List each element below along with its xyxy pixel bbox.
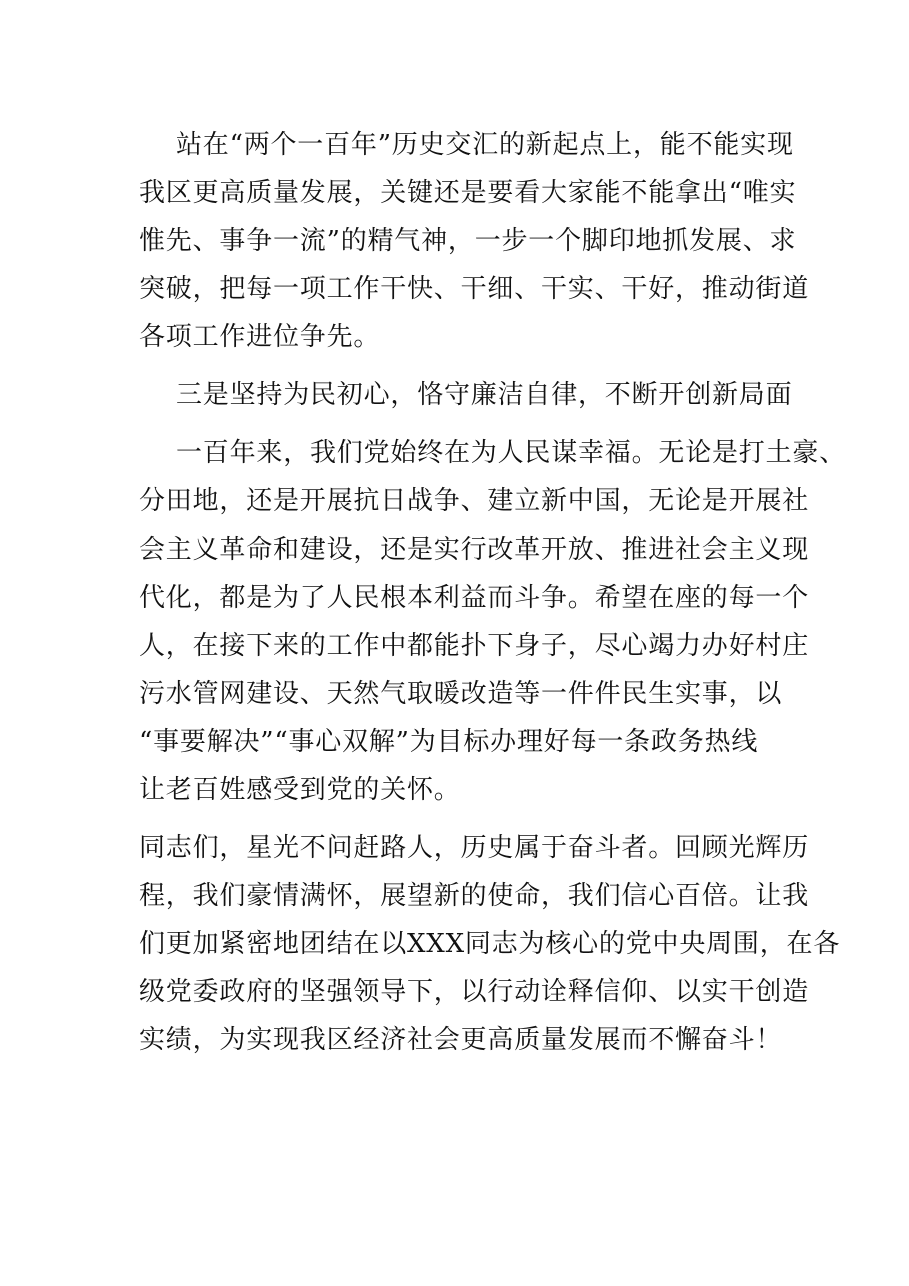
paragraph-3-line-7: “事要解决”“事心双解”为目标办理好每一条政务热线 bbox=[139, 727, 759, 757]
paragraph-4-line-3: 们更加紧密地团结在以XXX同志为核心的党中央周围，在各 bbox=[139, 929, 841, 959]
paragraph-3-line-4: 代化，都是为了人民根本利益而斗争。希望在座的每一个 bbox=[139, 583, 810, 613]
paragraph-3-line-1: 一百年来，我们党始终在为人民谋幸福。无论是打土豪、 bbox=[176, 438, 847, 468]
paragraph-1-line-4: 突破，把每一项工作干快、干细、干实、干好，推动街道 bbox=[139, 274, 810, 304]
paragraph-4-line-1: 同志们，星光不问赶路人，历史属于奋斗者。回顾光辉历 bbox=[139, 833, 810, 863]
paragraph-3-line-5: 人，在接下来的工作中都能扑下身子，尽心竭力办好村庄 bbox=[139, 631, 810, 661]
section-heading: 三是坚持为民初心，恪守廉洁自律，不断开创新局面 bbox=[176, 380, 793, 410]
paragraph-4-line-4: 级党委政府的坚强领导下，以行动诠释信仰、以实干创造 bbox=[139, 977, 810, 1007]
paragraph-3-line-2: 分田地，还是开展抗日战争、建立新中国，无论是开展社 bbox=[139, 486, 810, 516]
paragraph-4-line-5: 实绩，为实现我区经济社会更高质量发展而不懈奋斗！ bbox=[139, 1025, 783, 1055]
paragraph-1-line-2: 我区更高质量发展，关键还是要看大家能不能拿出“唯实 bbox=[139, 178, 797, 208]
paragraph-1-line-5: 各项工作进位争先。 bbox=[139, 322, 381, 352]
paragraph-3-line-6: 污水管网建设、天然气取暖改造等一件件民生实事，以 bbox=[139, 679, 783, 709]
paragraph-4-line-2: 程，我们豪情满怀，展望新的使命，我们信心百倍。让我 bbox=[139, 881, 810, 911]
paragraph-3-line-8: 让老百姓感受到党的关怀。 bbox=[139, 775, 461, 805]
paragraph-3-line-3: 会主义革命和建设，还是实行改革开放、推进社会主义现 bbox=[139, 535, 810, 565]
paragraph-1-line-1: 站在“两个一百年”历史交汇的新起点上，能不能实现 bbox=[176, 130, 794, 160]
paragraph-1-line-3: 惟先、事争一流”的精气神，一步一个脚印地抓发展、求 bbox=[139, 226, 797, 256]
